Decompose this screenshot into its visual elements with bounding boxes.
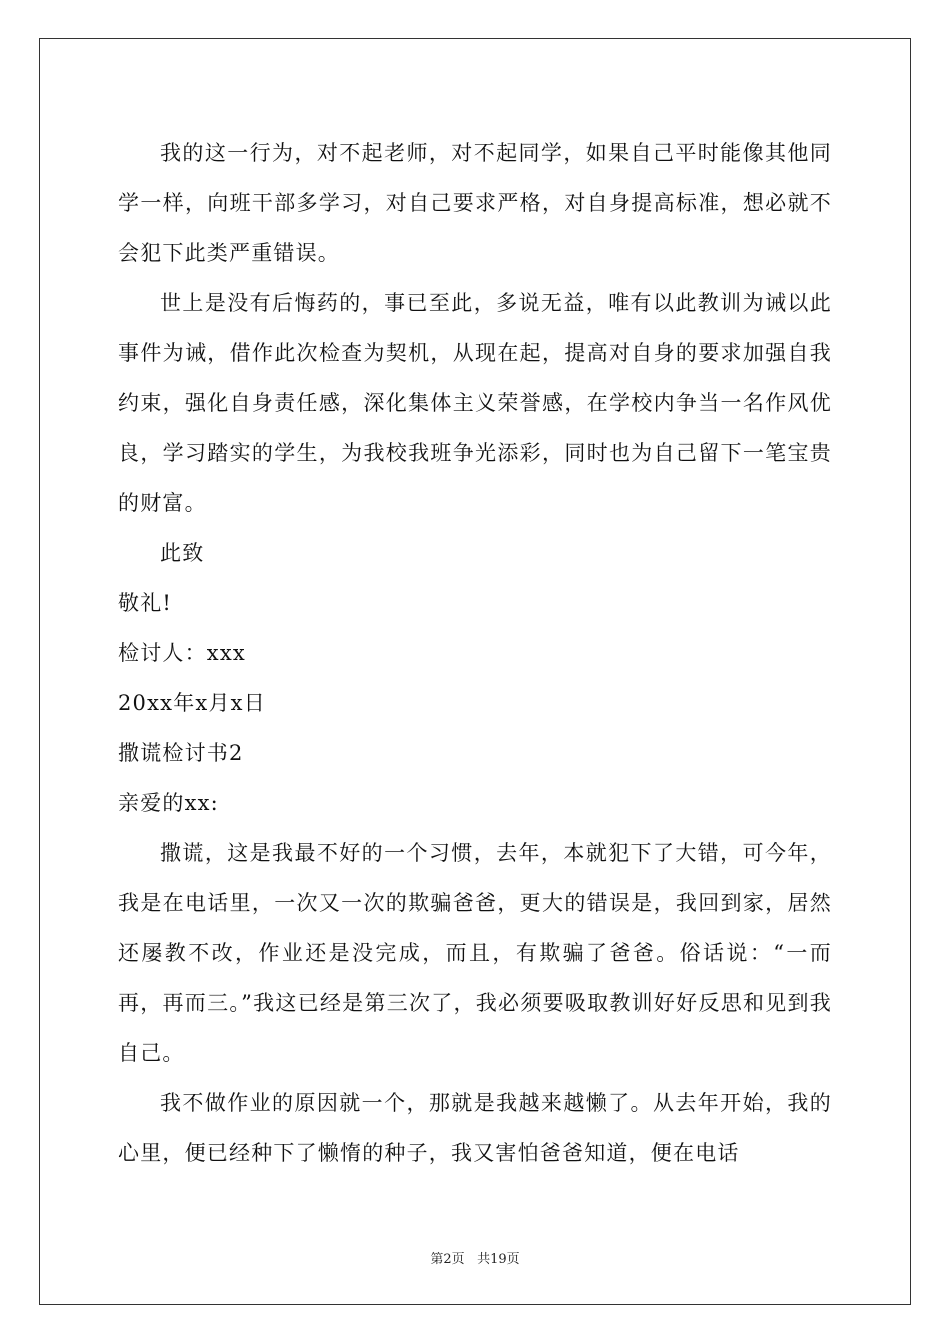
page-footer bbox=[0, 1248, 950, 1267]
page-total: 共19页 bbox=[477, 1252, 520, 1267]
paragraph-4: 我不做作业的原因就一个，那就是我越来越懒了。从去年开始，我的心里，便已经种下了懒惰的种子，我又害怕爸爸知道，便在电话 bbox=[118, 1091, 832, 1165]
closing-line: 此致 bbox=[160, 541, 205, 565]
salute-line: 敬礼! bbox=[118, 591, 173, 615]
section-title: 撒谎检讨书2 bbox=[118, 741, 244, 765]
document-body bbox=[118, 128, 832, 1178]
paragraph-1: 我的这一行为，对不起老师，对不起同学，如果自己平时能像其他同学一样，向班干部多学习，对自己要求严格，对自身提高标准，想必就不会犯下此类严重错误。 bbox=[118, 141, 832, 265]
greeting-line: 亲爱的xx: bbox=[118, 791, 219, 815]
date-line: 20xx年x月x日 bbox=[118, 691, 266, 715]
paragraph-3: 撒谎，这是我最不好的一个习惯，去年，本就犯下了大错，可今年，我是在电话里，一次又一次的欺骗爸爸，更大的错误是，我回到家，居然还屡教不改，作业还是没完成，而且，有欺骗了爸爸。俗话说：“一而再，再而三。”我这已经是第三次了，我必须要吸取教训好好反思和见到我自己。 bbox=[118, 841, 832, 1065]
page-number: 第2页 bbox=[430, 1252, 465, 1267]
signer-line: 检讨人：xxx bbox=[118, 641, 246, 665]
paragraph-2: 世上是没有后悔药的，事已至此，多说无益，唯有以此教训为诫以此事件为诫，借作此次检查为契机，从现在起，提高对自身的要求加强自我约束，强化自身责任感，深化集体主义荣誉感，在学校内争当一名作风优良，学习踏实的学生，为我校我班争光添彩，同时也为自己留下一笔宝贵的财富。 bbox=[118, 291, 832, 515]
